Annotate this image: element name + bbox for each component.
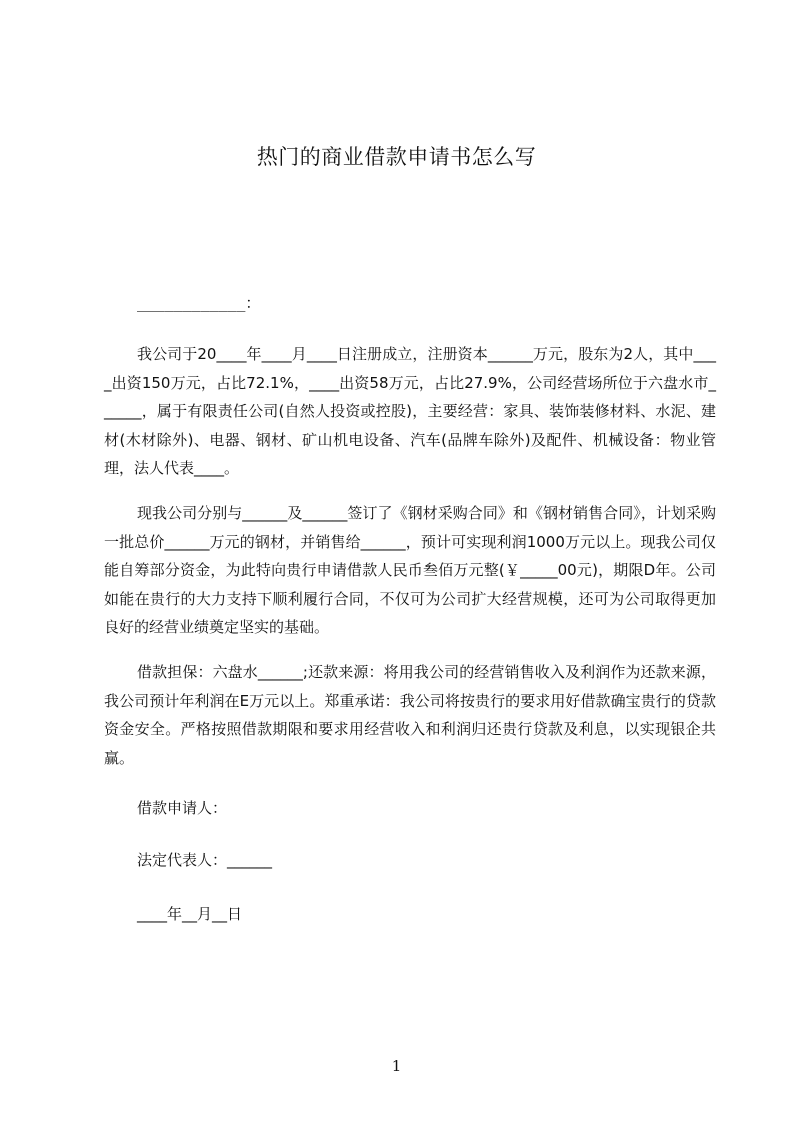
paragraph-company-info: 我公司于20____年____月____日注册成立，注册资本______万元，股东为2人，其中____出资150万元，占比72.1%，____出资58万元，占比27.9%，公司经营场所位于六盘水市______，属于有限责任公司(自然人投资或控股)，主要经营：家具、装饰装修材料、水泥、建材(木材除外)、电器、钢材、矿山机电设备、汽车(品牌车除外)及配件、机械设备：物业管理，法人代表____。 bbox=[104, 345, 716, 477]
paragraph-loan-request: 现我公司分别与______及______签订了《钢材采购合同》和《钢材销售合同》，计划采购一批总价______万元的钢材，并销售给______，预计可实现利润1000万元以上。现我公司仅能自筹部分资金，为此特向贵行申请借款人民币叁佰万元整(￥_____00元)，期限D年。公司如能在贵行的大力支持下顺利履行合同，不仅可为公司扩大经营规模，还可为公司取得更加良好的经营业绩奠定坚实的基础。 bbox=[104, 504, 716, 636]
document-title: 热门的商业借款申请书怎么写 bbox=[256, 145, 537, 169]
salutation-line: ____________： bbox=[137, 294, 261, 312]
signature-date: ____年__月__日 bbox=[137, 905, 243, 923]
page-number: 1 bbox=[391, 1057, 402, 1075]
signature-applicant: 借款申请人： bbox=[137, 799, 228, 817]
signature-legal-rep: 法定代表人：______ bbox=[137, 851, 273, 869]
paragraph-guarantee-repayment: 借款担保：六盘水______;还款来源：将用我公司的经营销售收入及利润作为还款来源，我公司预计年利润在E万元以上。郑重承诺：我公司将按贵行的要求用好借款确宝贵行的贷款资金安全。严格按照借款期限和要求用经营收入和利润归还贵行贷款及利息，以实现银企共赢。 bbox=[104, 663, 716, 767]
